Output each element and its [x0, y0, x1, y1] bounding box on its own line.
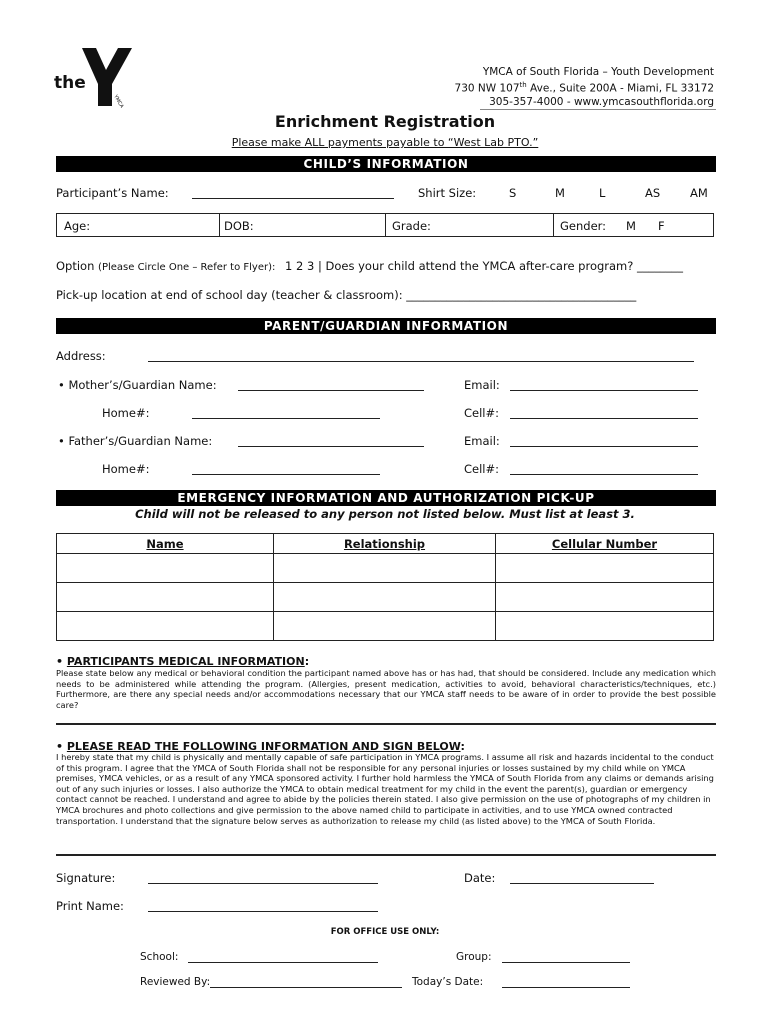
group-field[interactable] — [502, 951, 630, 963]
contact-cell-cell[interactable] — [496, 612, 714, 641]
org-line-1: YMCA of South Florida – Youth Development — [482, 66, 714, 78]
pickup-location-field[interactable]: Pick-up location at end of school day (teacher & classroom): ________________________________________ — [56, 288, 637, 302]
org-address — [455, 66, 714, 109]
col-relationship-header: Relationship — [274, 534, 496, 554]
emergency-section-header: EMERGENCY INFORMATION AND AUTHORIZATION PICK-UP — [56, 490, 716, 506]
waiver-text: I hereby state that my child is physically and mentally capable of safe participation in YMCA programs. I assume all risk and hazards incidental to the conduct of this program. I agree that the YMCA of South Florida shall not be responsible for any personal injuries or losses sustained by my child while on YMCA premises, YMCA vehicles, or as a result of any YMCA sponsored activity. I further hold harmless the YMCA of South Florida from any claims or demands arising out of any such injuries or losses. I also authorize the YMCA to obtain medical treatment for my child in the event the parent(s), guardian or emergency contact cannot be reached. I understand and agree to abide by the policies therein stated. I also give permission on the use of photographs of my children in YMCA brochures and photo collections and give permission to the above named child to participate in activities, and to use YMCA owned contracted transportation. I understand that the signature below serves as authorization to release my child (as listed above) to the YMCA of South Florida. — [56, 752, 714, 826]
school-field[interactable] — [188, 951, 378, 963]
contact-relationship-cell[interactable] — [274, 554, 496, 583]
child-details-row — [56, 213, 714, 237]
gender-f-option[interactable]: F — [658, 219, 665, 233]
table-row — [57, 554, 714, 583]
org-line-3: 305-357-4000 - www.ymcasouthflorida.org — [489, 95, 714, 108]
mother-home-label: Home#: — [102, 406, 150, 420]
child-section-header: CHILD’S INFORMATION — [56, 156, 716, 172]
age-label[interactable]: Age: — [64, 219, 91, 233]
contact-relationship-cell[interactable] — [274, 612, 496, 641]
mother-email-label: Email: — [464, 378, 500, 392]
shirt-size-l[interactable]: L — [599, 186, 606, 200]
shirt-size-am[interactable]: AM — [690, 186, 708, 200]
date-label: Date: — [464, 871, 496, 885]
option-values[interactable]: 1 2 3 — [285, 259, 315, 273]
shirt-size-as[interactable]: AS — [645, 186, 661, 200]
emergency-contacts-table — [56, 533, 714, 641]
header-divider — [480, 109, 716, 110]
father-cell-label: Cell#: — [464, 462, 500, 476]
org-line-2: 730 NW 107th Ave., Suite 200A - Miami, FL 33172 — [454, 81, 714, 95]
father-name-label: • Father’s/Guardian Name: — [58, 434, 213, 448]
father-name-field[interactable] — [238, 435, 424, 447]
address-label: Address: — [56, 349, 106, 363]
today-date-label: Today’s Date: — [412, 976, 484, 988]
medical-heading: • PARTICIPANTS MEDICAL INFORMATION: — [56, 655, 310, 668]
col-cell-header: Cellular Number — [496, 534, 714, 554]
parent-section-header: PARENT/GUARDIAN INFORMATION — [56, 318, 716, 334]
office-use-heading: FOR OFFICE USE ONLY: — [330, 927, 440, 937]
dob-label[interactable]: DOB: — [224, 219, 254, 233]
signature-field[interactable] — [148, 872, 378, 884]
medical-instructions: Please state below any medical or behavioral condition the participant named above has or has had, that should be considered. Include any medication which needs to be administered while attending the program. (Allergies, present medication, activities to avoid, behavioral characteristics/techniques, etc.) Furthermore, are there any special needs and/or accommodations necessary that our YMCA staff needs to be aware of in order to provide the best possible care? — [56, 668, 716, 710]
gender-m-option[interactable]: M — [626, 219, 636, 233]
logo-text: the — [54, 73, 86, 93]
col-name-header: Name — [57, 534, 274, 554]
gender-label: Gender: — [560, 219, 607, 233]
aftercare-question[interactable]: | Does your child attend the YMCA after-care program? ________ — [317, 259, 684, 273]
today-date-field[interactable] — [502, 976, 630, 988]
shirt-size-m[interactable]: M — [555, 186, 565, 200]
mother-cell-field[interactable] — [510, 407, 698, 419]
table-row — [57, 583, 714, 612]
option-hint: (Please Circle One – Refer to Flyer): — [98, 262, 276, 273]
mother-cell-label: Cell#: — [464, 406, 500, 420]
option-label: Option — [56, 259, 95, 273]
participant-name-field[interactable] — [192, 187, 394, 199]
contact-name-cell[interactable] — [57, 583, 274, 612]
shirt-size-s[interactable]: S — [509, 186, 517, 200]
school-label: School: — [140, 951, 179, 963]
waiver-heading: • PLEASE READ THE FOLLOWING INFORMATION AND SIGN BELOW: — [56, 740, 465, 753]
contact-cell-cell[interactable] — [496, 583, 714, 612]
waiver-divider — [56, 854, 716, 856]
medical-divider[interactable] — [56, 723, 716, 725]
option-row — [56, 259, 683, 273]
mother-email-field[interactable] — [510, 379, 698, 391]
page-title: Enrichment Registration — [274, 112, 496, 131]
mother-name-label: • Mother’s/Guardian Name: — [58, 378, 217, 392]
reviewed-by-field[interactable] — [210, 976, 402, 988]
participant-name-label: Participant’s Name: — [56, 186, 169, 200]
payment-note: Please make ALL payments payable to “West Lab PTO.” — [231, 136, 539, 149]
emergency-subtitle: Child will not be released to any person not listed below. Must list at least 3. — [135, 507, 635, 521]
father-email-label: Email: — [464, 434, 500, 448]
contact-relationship-cell[interactable] — [274, 583, 496, 612]
print-name-label: Print Name: — [56, 899, 124, 913]
group-label: Group: — [456, 951, 492, 963]
shirt-size-label: Shirt Size: — [418, 186, 477, 200]
father-home-label: Home#: — [102, 462, 150, 476]
date-field[interactable] — [510, 872, 654, 884]
mother-home-field[interactable] — [192, 407, 380, 419]
grade-label[interactable]: Grade: — [392, 219, 431, 233]
table-row — [57, 612, 714, 641]
contact-name-cell[interactable] — [57, 554, 274, 583]
contact-cell-cell[interactable] — [496, 554, 714, 583]
father-email-field[interactable] — [510, 435, 698, 447]
mother-name-field[interactable] — [238, 379, 424, 391]
father-cell-field[interactable] — [510, 463, 698, 475]
contact-name-cell[interactable] — [57, 612, 274, 641]
ymca-logo — [54, 44, 136, 108]
reviewed-by-label: Reviewed By: — [140, 976, 211, 988]
signature-label: Signature: — [56, 871, 116, 885]
print-name-field[interactable] — [148, 900, 378, 912]
address-field[interactable] — [148, 350, 694, 362]
father-home-field[interactable] — [192, 463, 380, 475]
logo-ymca-text: YMCA — [112, 94, 125, 108]
